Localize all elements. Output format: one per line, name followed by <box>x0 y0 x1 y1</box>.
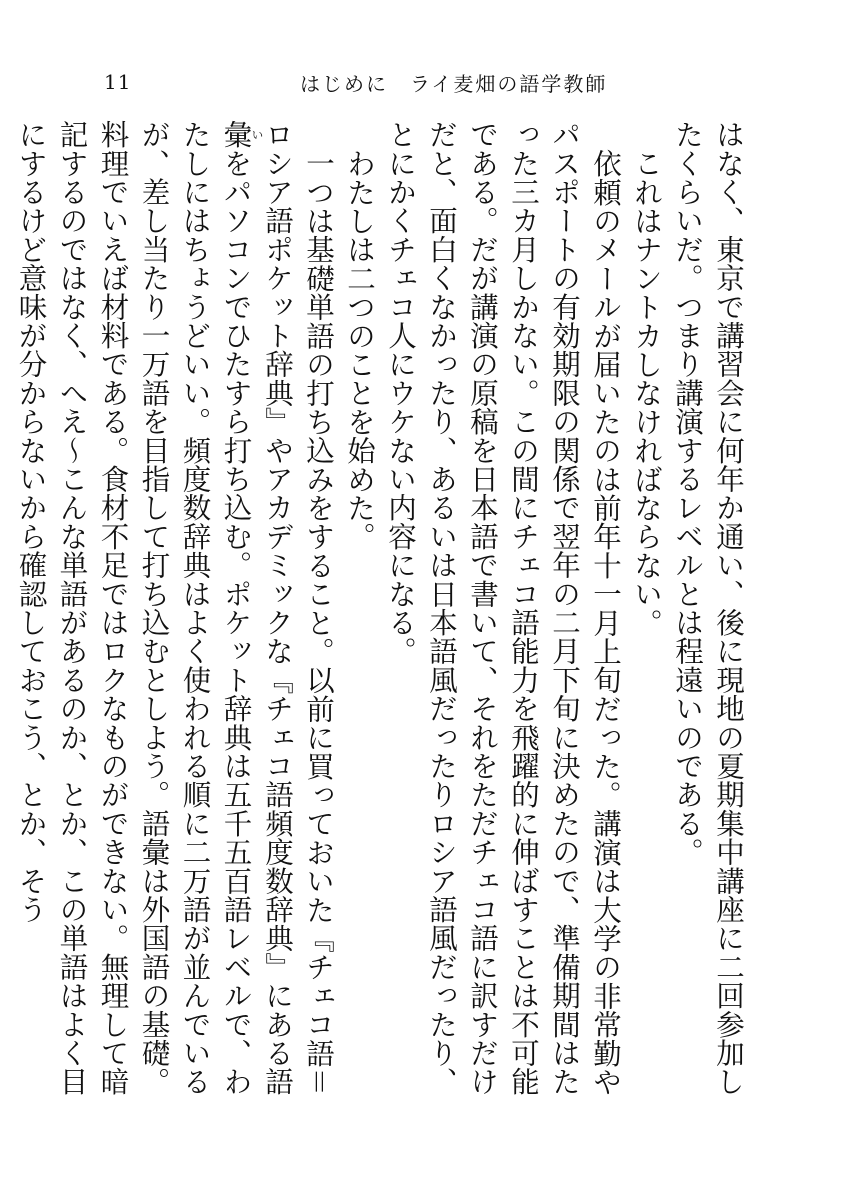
paragraph-1: はなく、東京で講習会に何年か通い、後に現地の夏期集中講座に二回参加したくらいだ。つまり講演するレベルとは程遠いのである。 <box>671 120 745 1096</box>
body-text <box>14 120 749 1110</box>
paragraph-5 <box>11 120 340 1110</box>
paragraph-5-text-before: 一つは基礎単語の打ち込みをすること。以前に買っておいた『チェコ語＝ロシア語ポケット辞典』やアカデミックな『チェコ語頻度数辞典』にある語 <box>261 120 335 1096</box>
running-head: はじめに ライ麦畑の語学教師 <box>300 72 608 96</box>
ruby-base: 彙 <box>219 120 253 149</box>
ruby-word <box>219 120 264 149</box>
page-number: 11 <box>104 70 132 94</box>
paragraph-2: これはナントカしなければならない。 <box>630 148 663 637</box>
paragraph-3: 依頼のメールが届いたのは前年十一月上旬だった。講演は大学の非常勤やパスポートの有効期限の関係で翌年の二月下旬に決めたので、準備期間はたった三カ月しかない。この間にチェコ語能力を飛躍的に伸ばすことは不可能である。だが講演の原稿を日本語で書いて、それをただチェコ語に訳すだけだと、面白くなかったり、あるいは日本語風だったりロシア語風だったり、とにかくチェコ人にウケない内容になる。 <box>384 120 622 1096</box>
paragraph-4: わたしは二つのことを始めた。 <box>343 148 376 551</box>
paragraph-5-text-after: をパソコンでひたすら打ち込む。ポケット辞典は五千五百語レベルで、わたしにはちょうどいい。頻度数辞典はよく使われる順に二万語が並んでいるが、差し当たり一万語を目指して打ち込むとしよう。語彙は外国語の基礎。料理でいえば材料である。食材不足ではロクなものができない。無理して暗記するのではなく、へえ～こんな単語があるのか、とか、この単語はよく目にするけど意味が分からないから確認しておこう、とか、そう <box>14 120 253 1096</box>
ruby-reading: い <box>250 120 264 149</box>
